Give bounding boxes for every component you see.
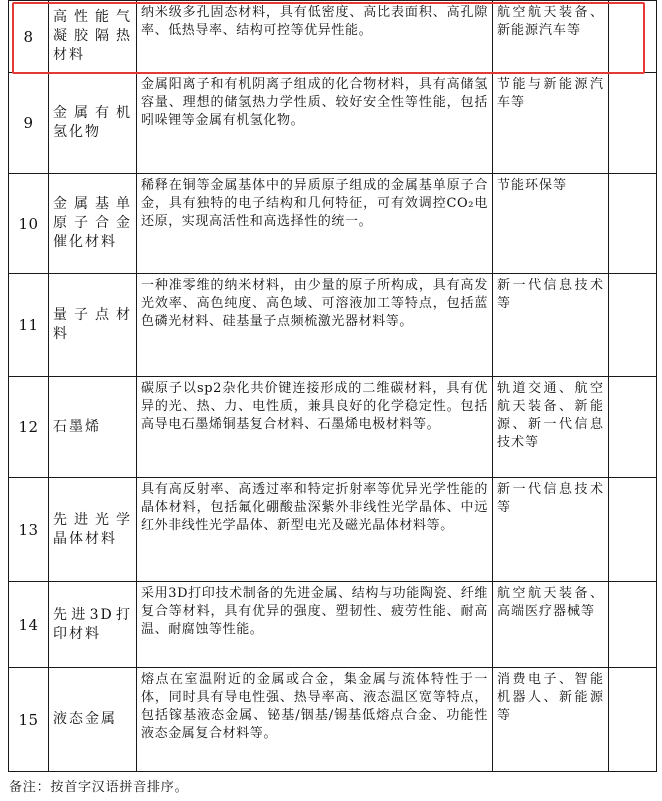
- material-name: 先进光学晶体材料: [49, 478, 137, 582]
- blank-cell: [609, 174, 657, 274]
- blank-cell: [609, 73, 657, 174]
- application-field: 新一代信息技术等: [493, 274, 609, 377]
- blank-cell: [609, 668, 657, 772]
- application-field: 消费电子、智能机器人、新能源等: [493, 668, 609, 772]
- blank-cell: [609, 274, 657, 377]
- materials-table: [8, 0, 657, 772]
- material-name: 高性能气凝胶隔热材料: [49, 1, 137, 73]
- footnote: 备注：按首字汉语拼音排序。: [9, 780, 189, 795]
- material-name: 量子点材料: [49, 274, 137, 377]
- table-row: [9, 174, 657, 274]
- table-row: [9, 582, 657, 668]
- application-field: 航空航天装备、新能源汽车等: [493, 1, 609, 73]
- application-field: 新一代信息技术等: [493, 478, 609, 582]
- application-field: 节能环保等: [493, 174, 609, 274]
- material-description: 熔点在室温附近的金属或合金，集金属与流体特性于一体，同时具有导电性强、热导率高、液态温区宽等特点，包括镓基液态金属、铋基/铟基/锡基低熔点合金、功能性液态金属复合材料等。: [137, 668, 493, 772]
- table-row: [9, 668, 657, 772]
- material-description: 具有高反射率、高透过率和特定折射率等优异光学性能的晶体材料，包括氟化硼酸盐深紫外非线性光学晶体、中远红外非线性光学晶体、新型电光及磁光晶体材料等。: [137, 478, 493, 582]
- row-number: 13: [9, 478, 49, 582]
- row-number: 14: [9, 582, 49, 668]
- material-name: 液态金属: [49, 668, 137, 772]
- material-description: 碳原子以sp2杂化共价键连接形成的二维碳材料，具有优异的光、热、力、电性质，兼具良好的化学稳定性。包括高导电石墨烯铜基复合材料、石墨烯电极材料等。: [137, 377, 493, 478]
- blank-cell: [609, 582, 657, 668]
- row-number: 8: [9, 1, 49, 73]
- table-row: [9, 73, 657, 174]
- blank-cell: [609, 377, 657, 478]
- material-description: 金属阳离子和有机阴离子组成的化合物材料，具有高储氢容量、理想的储氢热力学性质、较好安全性等性能，包括吲哚锂等金属有机氢化物。: [137, 73, 493, 174]
- row-number: 12: [9, 377, 49, 478]
- row-number: 11: [9, 274, 49, 377]
- application-field: 轨道交通、航空航天装备、新能源、新一代信息技术等: [493, 377, 609, 478]
- application-field: 节能与新能源汽车等: [493, 73, 609, 174]
- material-name: 金属有机氢化物: [49, 73, 137, 174]
- material-name: 先进3D打印材料: [49, 582, 137, 668]
- table-row: [9, 274, 657, 377]
- material-description: 纳米级多孔固态材料，具有低密度、高比表面积、高孔隙率、低热导率、结构可控等优异性能。: [137, 1, 493, 73]
- material-description: 稀释在铜等金属基体中的异质原子组成的金属基单原子合金，具有独特的电子结构和几何特征，可有效调控CO₂电还原，实现高活性和高选择性的统一。: [137, 174, 493, 274]
- material-name: 石墨烯: [49, 377, 137, 478]
- material-name: 金属基单原子合金催化材料: [49, 174, 137, 274]
- table-row: [9, 1, 657, 73]
- blank-cell: [609, 478, 657, 582]
- row-number: 9: [9, 73, 49, 174]
- row-number: 15: [9, 668, 49, 772]
- table-row: [9, 478, 657, 582]
- table-row: [9, 377, 657, 478]
- material-description: 一种准零维的纳米材料，由少量的原子所构成，具有高发光效率、高色纯度、高色域、可溶液加工等特点，包括蓝色磷光材料、硅基量子点频梳激光器材料等。: [137, 274, 493, 377]
- blank-cell: [609, 1, 657, 73]
- material-description: 采用3D打印技术制备的先进金属、结构与功能陶瓷、纤维复合等材料，具有优异的强度、塑韧性、疲劳性能、耐高温、耐腐蚀等性能。: [137, 582, 493, 668]
- application-field: 航空航天装备、高端医疗器械等: [493, 582, 609, 668]
- row-number: 10: [9, 174, 49, 274]
